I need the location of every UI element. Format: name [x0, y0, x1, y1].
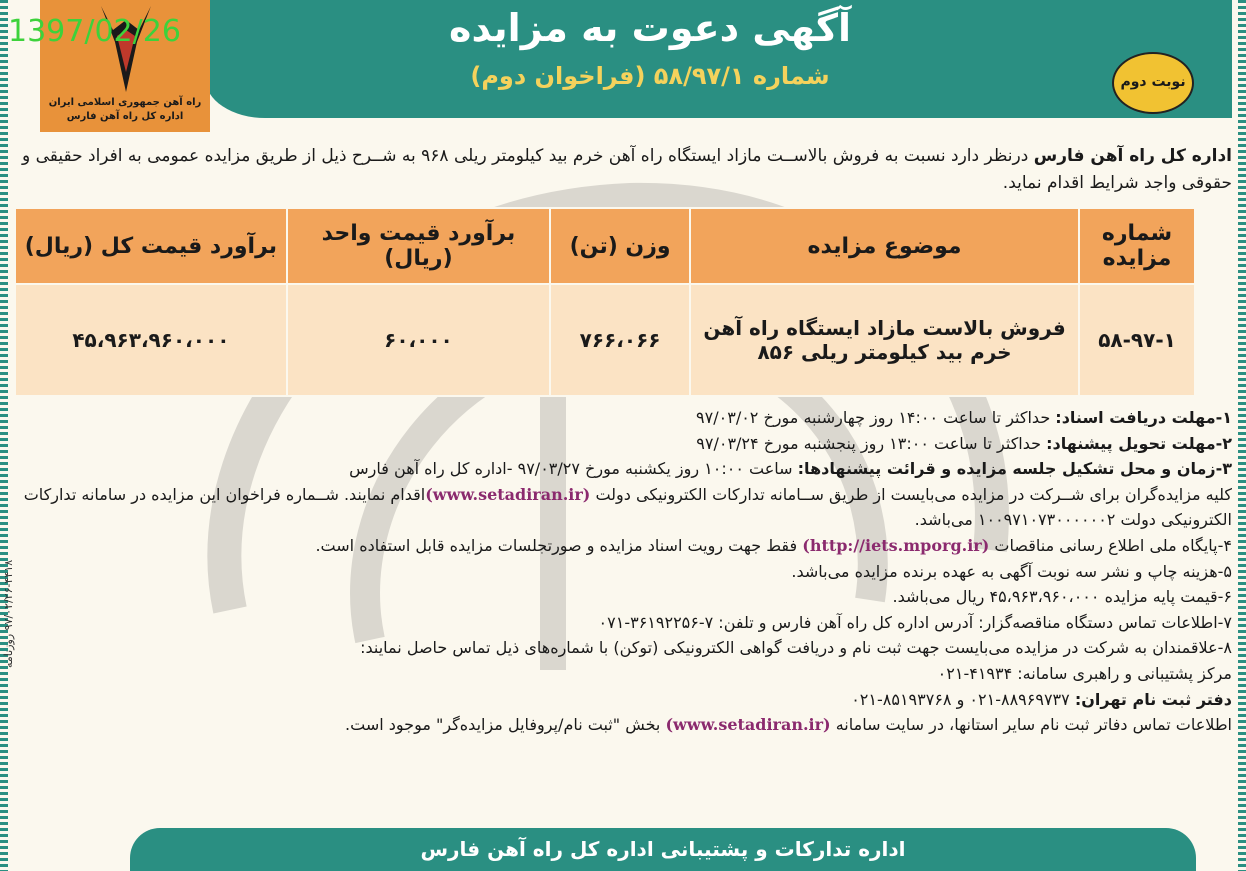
- cell-weight: ۷۶۶،۰۶۶: [550, 284, 690, 396]
- term-3-text: ساعت ۱۰:۰۰ روز یکشنبه مورخ ۹۷/۰۳/۲۷ -اداره کل راه آهن فارس: [349, 459, 798, 479]
- term-6: ۶-قیمت پایه مزایده ۴۵،۹۶۳،۹۶۰،۰۰۰ ریال می‌باشد.: [892, 587, 1232, 607]
- setadiran-link[interactable]: (www.setadiran.ir): [425, 484, 591, 504]
- logo-org-line2: اداره کل راه آهن فارس: [66, 110, 184, 122]
- intro-org: اداره کل راه آهن فارس: [1033, 146, 1232, 166]
- provinces-after: بخش "ثبت نام/پروفایل مزایده‌گر" موجود است.: [345, 715, 666, 735]
- cell-unit-price: ۶۰،۰۰۰: [287, 284, 550, 396]
- term-8: ۸-علاقمندان به شرکت در مزایده می‌بایست جهت ثبت نام و دریافت گواهی الکترونیکی (توکن) با شماره‌های ذیل تماس حاصل نمایند:: [360, 638, 1232, 658]
- table-row: [15, 284, 1195, 396]
- intro-text: درنظر دارد نسبت به فروش بالاســت مازاد ایستگاه راه آهن خرم بید کیلومتر ریلی ۹۶۸ به شــرح ذیل از طریق مزایده عمومی به افراد حقیقی و حقوقی واجد شرایط اقدام نماید.: [21, 146, 1232, 193]
- cell-subject: فروش بالاست مازاد ایستگاه راه آهن خرم بید کیلومتر ریلی ۸۵۶: [690, 284, 1079, 396]
- provinces-note: [20, 712, 1232, 738]
- footer-band: اداره تدارکات و پشتیبانی اداره کل راه آهن فارس: [130, 828, 1196, 871]
- term-5: ۵-هزینه چاپ و نشر سه نوبت آگهی به عهده برنده مزایده می‌باشد.: [791, 561, 1232, 581]
- iets-link[interactable]: (http://iets.mporg.ir): [802, 535, 990, 555]
- intro-paragraph: [20, 143, 1232, 197]
- header-unit-price: برآورد قیمت واحد (ریال): [287, 208, 550, 284]
- term-4: [20, 533, 1232, 559]
- cell-total-price: ۴۵،۹۶۳،۹۶۰،۰۰۰: [15, 284, 287, 396]
- header-number: شماره مزایده: [1079, 208, 1195, 284]
- auction-table: [14, 207, 1196, 397]
- setadiran-link-2[interactable]: (www.setadiran.ir): [665, 715, 831, 735]
- term-2-label: ۲-مهلت تحویل پیشنهاد:: [1046, 433, 1232, 453]
- term-4-after: فقط جهت رویت اسناد مزایده و صورتجلسات مزایده قابل استفاده است.: [315, 535, 803, 555]
- logo-caption: [40, 96, 210, 123]
- term-3: [20, 456, 1232, 482]
- date-stamp: 1397/02/26: [8, 14, 181, 49]
- auction-number-subtitle: شماره ۵۸/۹۷/۱ (فراخوان دوم): [470, 62, 830, 90]
- term-7: ۷-اطلاعات تماس دستگاه مناقصه‌گزار: آدرس اداره کل راه آهن فارس و تلفن: ۷-۳۶۱۹۲۲۵۶-۰۷۱: [598, 612, 1232, 632]
- tehran-label: دفتر ثبت نام تهران:: [1074, 689, 1232, 709]
- participation-before: کلیه مزایده‌گران برای شــرکت در مزایده می‌بایست از طریق ســامانه تدارکات الکترونیکی دولت: [590, 484, 1232, 504]
- cell-number: ۵۸-۹۷-۱: [1079, 284, 1195, 396]
- participation-after: اقدام نمایند. شــماره فراخوان این مزایده در سامانه تدارکات الکترونیکی دولت ۱۰۰۹۷۱۰۷۳۰۰۰۰۰۰۲ می‌باشد.: [23, 484, 1232, 530]
- round-badge: نوبت دوم: [1112, 52, 1194, 114]
- header-total-price: برآورد قیمت کل (ریال): [15, 208, 287, 284]
- term-1-text: حداکثر تا ساعت ۱۴:۰۰ روز چهارشنبه مورخ ۹۷/۰۳/۰۲: [696, 408, 1056, 427]
- term-4-before: ۴-پایگاه ملی اطلاع رسانی مناقصات: [989, 535, 1232, 555]
- term-2-text: حداکثر تا ساعت ۱۳:۰۰ روز پنجشنبه مورخ ۹۷/۰۳/۲۴: [696, 433, 1047, 453]
- tehran-office: [20, 687, 1232, 713]
- support-center: مرکز پشتیبانی و راهبری سامانه: ۴۱۹۳۴-۰۲۱: [937, 663, 1232, 683]
- provinces-before: اطلاعات تماس دفاتر ثبت نام سایر استانها، در سایت سامانه: [830, 715, 1232, 735]
- term-2: [20, 431, 1232, 457]
- logo-org-line1: راه آهن جمهوری اسلامی ایران: [48, 97, 202, 108]
- terms-list: [20, 405, 1232, 738]
- right-border-stripe: [1238, 0, 1246, 871]
- header-weight: وزن (تن): [550, 208, 690, 284]
- newspaper-side-note: ۹۷/۰۲/۲۶-۴۴۱۸ روزنامه: [2, 560, 15, 669]
- tehran-text: ۸۸۹۶۹۷۳۷-۰۲۱ و ۸۵۱۹۳۷۶۸-۰۲۱: [851, 689, 1075, 709]
- term-3-label: ۳-زمان و محل تشکیل جلسه مزایده و قرائت پیشنهادها:: [797, 459, 1232, 479]
- term-1-label: ۱-مهلت دریافت اسناد:: [1055, 408, 1232, 427]
- table-header-row: [15, 208, 1195, 284]
- header-subject: موضوع مزایده: [690, 208, 1079, 284]
- term-1: [20, 405, 1232, 431]
- page-title: آگهی دعوت به مزایده: [449, 6, 851, 50]
- participation-note: [20, 482, 1232, 533]
